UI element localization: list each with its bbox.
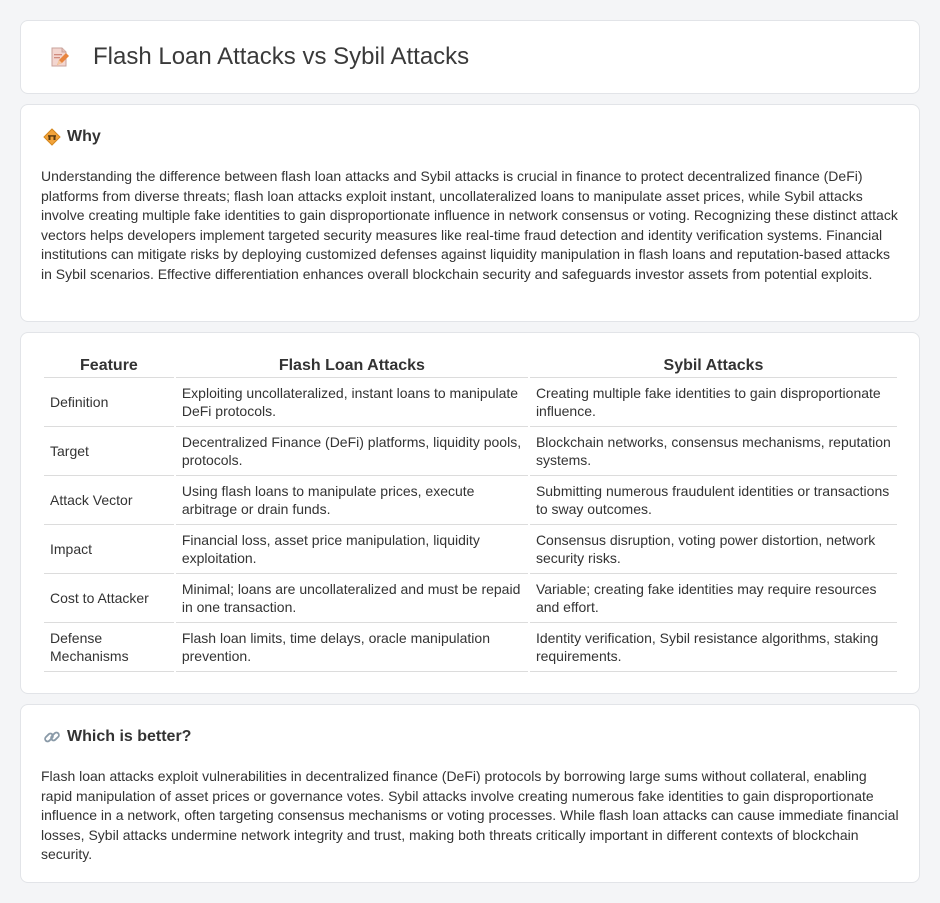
table-row <box>44 476 897 525</box>
row-feature-cell: Impact <box>44 525 174 574</box>
row-sybil-cell: Variable; creating fake identities may require resources and effort. <box>530 574 897 623</box>
row-sybil-cell: Consensus disruption, voting power distortion, network security risks. <box>530 525 897 574</box>
link-icon <box>43 728 61 746</box>
table-row <box>44 427 897 476</box>
row-feature-cell: Defense Mechanisms <box>44 623 174 672</box>
row-sybil-cell: Blockchain networks, consensus mechanisms, reputation systems. <box>530 427 897 476</box>
row-flash-cell: Minimal; loans are uncollateralized and must be repaid in one transaction. <box>176 574 528 623</box>
row-feature-cell: Definition <box>44 378 174 427</box>
row-feature-cell: Attack Vector <box>44 476 174 525</box>
row-feature-cell: Cost to Attacker <box>44 574 174 623</box>
comparison-table-card <box>20 332 920 694</box>
row-flash-cell: Decentralized Finance (DeFi) platforms, liquidity pools, protocols. <box>176 427 528 476</box>
why-paragraph: Understanding the difference between flash loan attacks and Sybil attacks is crucial in finance to protect decentralized finance (DeFi) platforms from diverse threats; flash loan attacks exploit instant, uncollateralized loans to manipulate asset prices, while Sybil attacks involve creating multiple fake identities to gain disproportionate influence in network consensus or voting. Recognizing these distinct attack vectors helps developers implement targeted security measures like real-time fraud detection and identity verification systems. Financial institutions can mitigate risks by deploying customized defenses against liquidity manipulation in flash loans and reputation-based attacks in Sybil scenarios. Effective differentiation enhances overall blockchain security and safeguards investor assets from potential exploits. <box>41 168 898 282</box>
title-card <box>20 20 920 94</box>
why-header <box>43 127 919 147</box>
which-is-better-section <box>20 704 920 883</box>
comparison-table <box>42 352 899 672</box>
better-paragraph: Flash loan attacks exploit vulnerabilities in decentralized finance (DeFi) protocols by borrowing large sums without collateral, enabling rapid manipulation of asset prices or governance votes. Sybil attacks involve creating numerous fake identities to gain disproportionate influence in a network, often targeting consensus mechanisms or voting processes. While flash loan attacks can cause immediate financial losses, Sybil attacks undermine network integrity and trust, making both threats critically important in different contexts of blockchain security. <box>41 768 899 862</box>
warning-diamond-icon <box>43 128 61 146</box>
better-header <box>43 727 919 747</box>
table-row <box>44 525 897 574</box>
header-feature: Feature <box>44 352 174 378</box>
header-flash-loan: Flash Loan Attacks <box>176 352 528 378</box>
row-sybil-cell: Submitting numerous fraudulent identities or transactions to sway outcomes. <box>530 476 897 525</box>
table-row <box>44 574 897 623</box>
why-heading: Why <box>67 128 101 145</box>
header-sybil: Sybil Attacks <box>530 352 897 378</box>
row-sybil-cell: Creating multiple fake identities to gain disproportionate influence. <box>530 378 897 427</box>
table-header-row <box>44 352 897 378</box>
better-heading: Which is better? <box>67 728 192 745</box>
row-flash-cell: Using flash loans to manipulate prices, execute arbitrage or drain funds. <box>176 476 528 525</box>
document-pencil-icon <box>47 45 71 69</box>
row-flash-cell: Financial loss, asset price manipulation, liquidity exploitation. <box>176 525 528 574</box>
table-row <box>44 378 897 427</box>
row-sybil-cell: Identity verification, Sybil resistance algorithms, staking requirements. <box>530 623 897 672</box>
row-feature-cell: Target <box>44 427 174 476</box>
row-flash-cell: Exploiting uncollateralized, instant loans to manipulate DeFi protocols. <box>176 378 528 427</box>
page-title: Flash Loan Attacks vs Sybil Attacks <box>93 43 470 70</box>
table-row <box>44 623 897 672</box>
why-section <box>20 104 920 322</box>
row-flash-cell: Flash loan limits, time delays, oracle manipulation prevention. <box>176 623 528 672</box>
